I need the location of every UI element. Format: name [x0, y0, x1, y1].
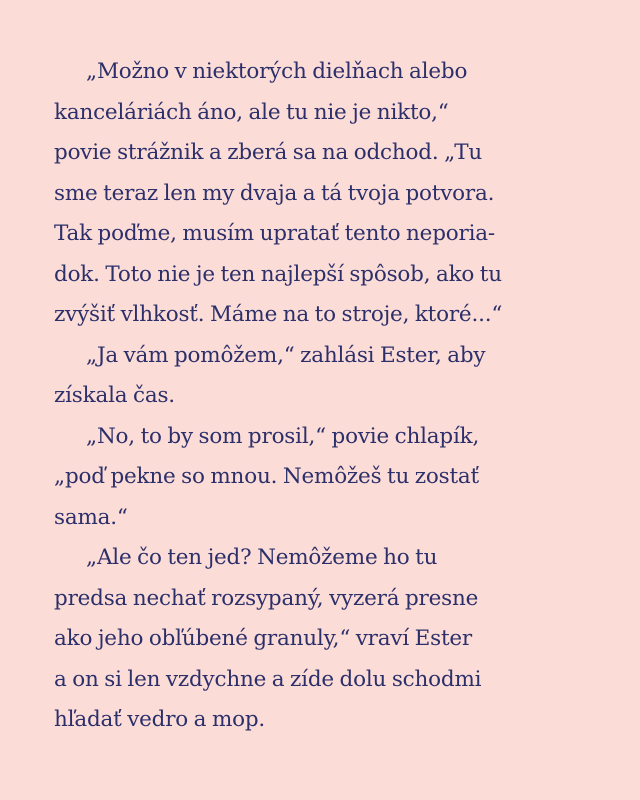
paragraph-1-line-6: dok. Toto nie je ten najlepší spôsob, ako tu [54, 261, 502, 287]
paragraph-2-line-1: „Ja vám pomôžem,“ zahlási Ester, aby [86, 342, 486, 368]
paragraph-1-line-2: kanceláriách áno, ale tu nie je nikto,“ [54, 99, 449, 125]
paragraph-2-line-2: získala čas. [54, 383, 175, 408]
paragraph-1-line-1: „Možno v niektorých dielňach alebo [86, 59, 468, 84]
paragraph-3-line-3: sama.“ [54, 504, 128, 530]
paragraph-3-line-1: „No, to by som prosil,“ povie chlapík, [86, 423, 480, 449]
paragraph-4-line-3: ako jeho obľúbené granuly,“ vraví Ester [54, 626, 473, 651]
paragraph-4-line-4: a on si len vzdychne a zíde dolu schodmi [54, 666, 482, 692]
paragraph-1-line-3: povie strážnik a zberá sa na odchod. „Tu [54, 140, 483, 165]
paragraph-3-line-2: „poď pekne so mnou. Nemôžeš tu zostať [54, 464, 479, 489]
paragraph-1-line-4: sme teraz len my dvaja a tá tvoja potvora. [54, 180, 495, 206]
paragraph-4-line-5: hľadať vedro a mop. [54, 707, 266, 732]
paragraph-4-line-2: predsa nechať rozsypaný, vyzerá presne [54, 585, 479, 611]
paragraph-1-line-7: zvýšiť vlhkosť. Máme na to stroje, ktoré...“ [54, 302, 503, 327]
paragraph-4-line-1: „Ale čo ten jed? Nemôžeme ho tu [86, 545, 438, 570]
text-page [54, 52, 594, 741]
paragraph-1-line-5: Tak poďme, musím upratať tento neporia- [54, 221, 495, 246]
